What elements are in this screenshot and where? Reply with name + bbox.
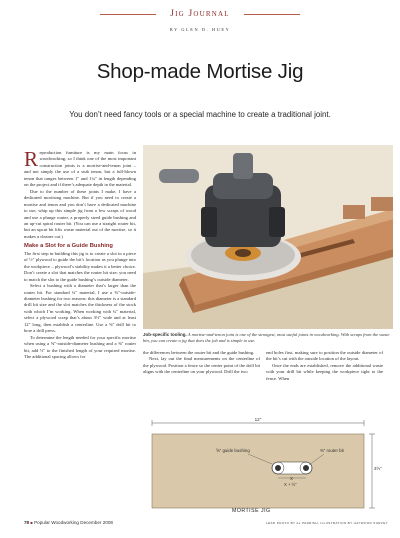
paragraph: Once the ends are established, remove the additional waste with your drill bit while keeping the workpiece tight to the fence. When [266, 362, 383, 381]
paragraph-text: eproduction furniture is my main focus in woodworking, so I think one of the most important construction joints is a mortise-and-tenon joint – and not simply the use of a stub tenon, but a full-blown tenon that ranges between 1" and 1¼" in length depending on the project and if there’s adequate depth in the material. [24, 150, 136, 188]
diagram-drawing [144, 418, 384, 516]
column-1 [24, 147, 136, 361]
paragraph: To determine the length needed for your specific mortise when using a ⅝"-outside-diameter bushing and a ⅜" router bit, add ½" to the finished length of your required mortise. The additional spacing allows for [24, 334, 136, 360]
intro-paragraph [24, 147, 136, 189]
paragraph: Due to the number of these joints I make, I have a dedicated mortising machine. But if you need to create a mortise and tenon and you don’t have a dedicated machine to use, whip up this simple jig from a few scraps of wood and use a plunge router, a properly sized guide bushing and an up-cut spiral router bit. (You can use a straight router bit, but an upcut bit lifts waste material out of the mortise, so it makes a cleaner cut.) [24, 188, 136, 239]
lead-photo [143, 145, 393, 329]
column-3 [266, 350, 383, 382]
section-heading: Make a Slot for a Guide Bushing [24, 243, 113, 250]
article-subtitle: You don’t need fancy tools or a special machine to create a traditional joint. [69, 110, 331, 119]
width-label: 12" [254, 417, 262, 422]
diagram-caption: MORTISE JIG [232, 508, 271, 514]
page-footer [24, 520, 113, 525]
formula-label: X + ½" [284, 482, 297, 487]
router-bit-label: ⅜" router bit [320, 448, 344, 453]
byline: BY GLEN D. HUEY [169, 27, 231, 32]
caption-text: A mortise-and-tenon joint is one of the strongest, most useful joints in woodworking. With scraps from the waste bin, you can create a jig that does the job and is simple to use. [143, 332, 390, 343]
mortise-jig-diagram [144, 418, 384, 516]
paragraph: the differences between the router bit and the guide bushing. [143, 350, 255, 355]
footer-square-icon: ■ [30, 520, 33, 525]
paragraph: The first step in building this jig is to create a slot in a piece of ½" plywood to guide the bit’s location as you plunge into the workpiece – plywood’s stability makes it a better choice. Don’t create a slot that matches the router bit size; you need to match the slot to the guide bushing’s outside diameter. [24, 250, 136, 282]
x-label: X [290, 476, 293, 481]
height-label: 3½" [374, 466, 382, 471]
router-jig-illustration [143, 145, 393, 329]
section-kicker: Jig Journal [170, 9, 230, 19]
paragraph: end holes first, making sure to position the outside diameter of the bit’s cut with the outside location of the layout. [266, 350, 383, 362]
issue-date: December 2008 [80, 520, 113, 525]
photo-credit: LEAD PHOTO BY AL PARRISH; ILLUSTRATION BY HAYWOOD SURVEY [266, 521, 388, 525]
bushing-label: ⅝" guide bushing [216, 448, 250, 453]
column-2 [143, 350, 260, 376]
kicker-rule-right [244, 14, 300, 15]
photo-caption [143, 332, 393, 343]
caption-lead: Job-specific tooling. [143, 332, 187, 337]
article-title: Shop-made Mortise Jig [96, 60, 304, 83]
paragraph: Select a bushing with a diameter that’s larger than the router bit. For standard ¾" material, I use a ⅝"-outside-diameter bushing for two reasons: this diameter is a standard drill bit size and the slot matches the thickness of the stock with which I’m working. When working with ¾" material, select a plywood scrap that’s about 3½" wide and at least 12" long, then establish a centerline. Use a ⅝" drill bit to bore a drill press. [24, 283, 136, 334]
paragraph: Next, lay out the final measurements on the centerline of the plywood. Position a fence so the center point of the drill bit aligns with the centerline on your plywood. Drill the two [143, 356, 260, 375]
drop-cap: R [24, 147, 39, 171]
magazine-name: Popular Woodworking [34, 520, 79, 525]
page-number: 78 [24, 520, 30, 525]
